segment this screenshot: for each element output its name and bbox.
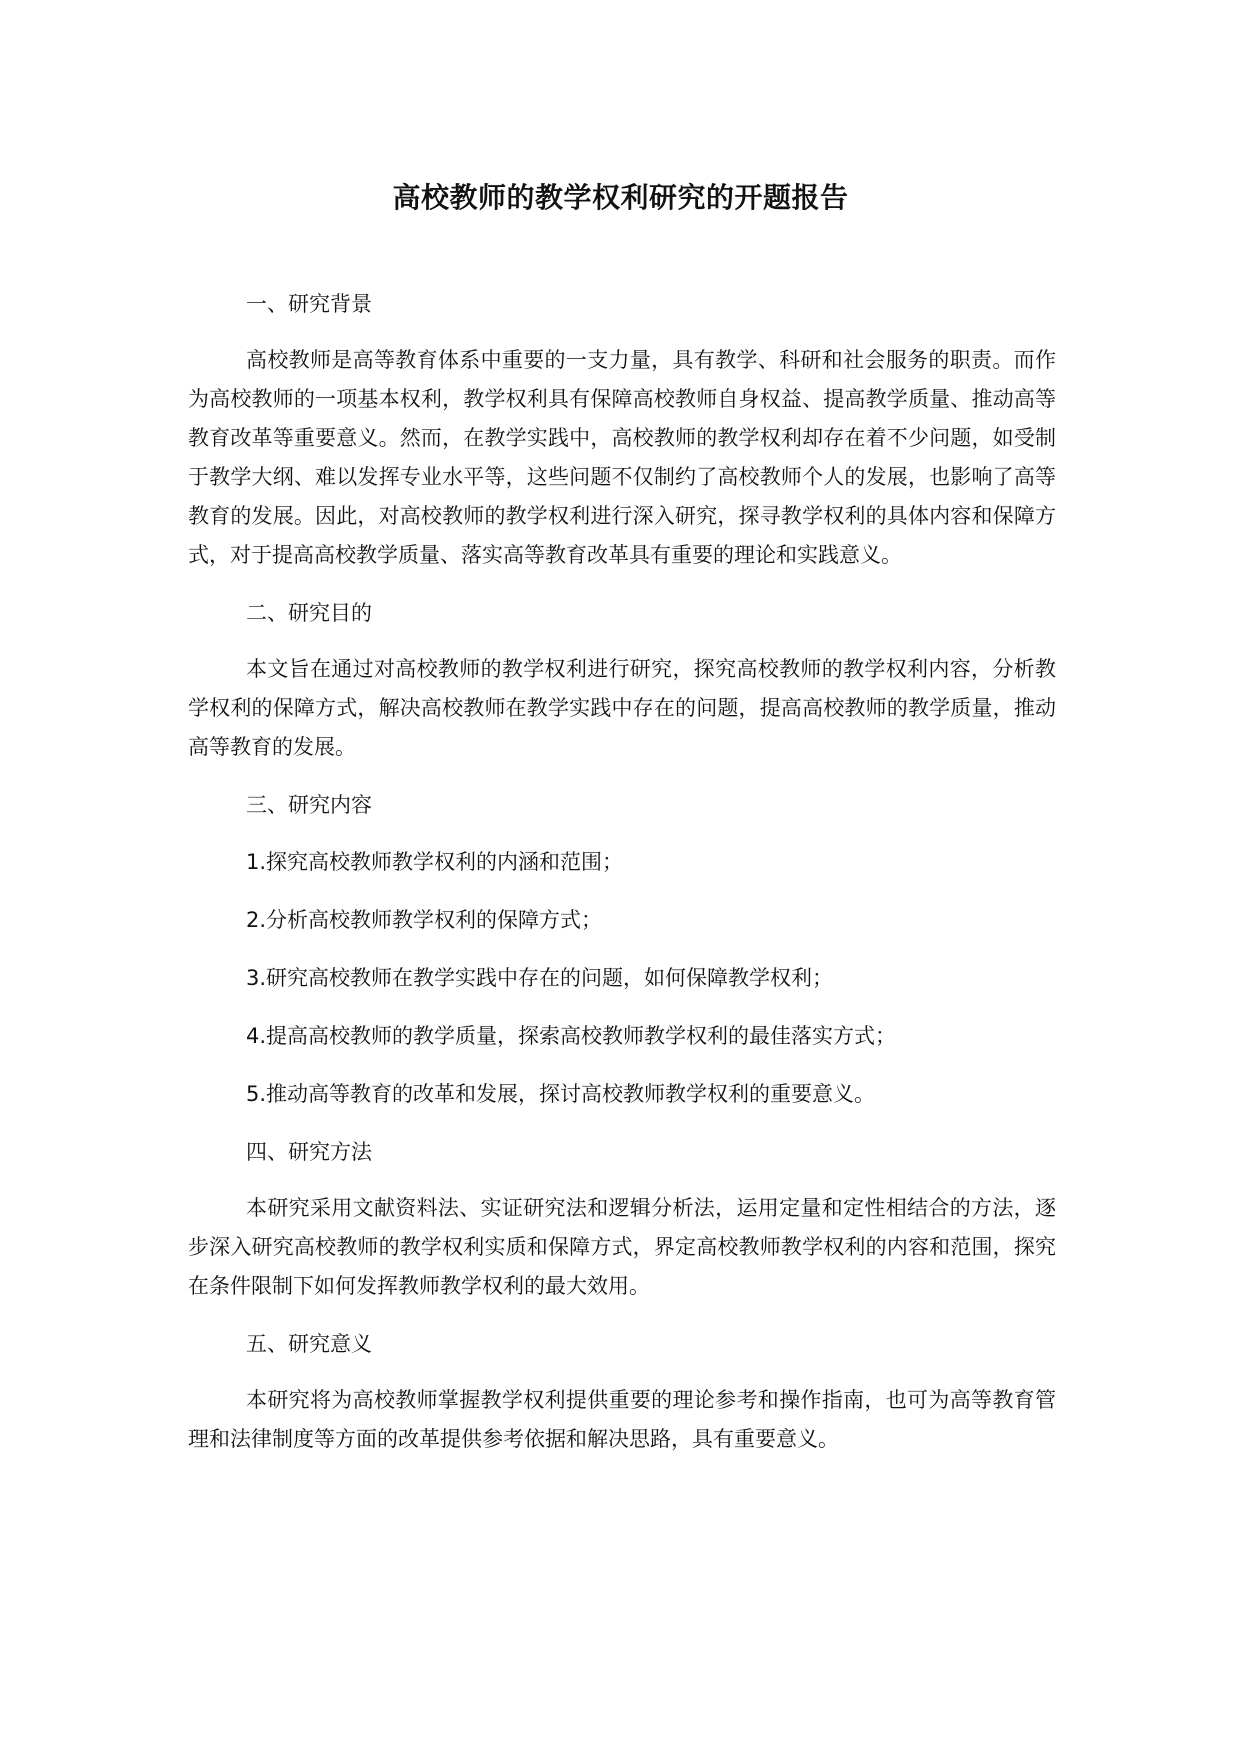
content-list-item: 2.分析高校教师教学权利的保障方式； [246,908,603,932]
document-title: 高校教师的教学权利研究的开题报告 [392,181,849,214]
document-body [188,284,1056,1477]
section-heading-content: 三、研究内容 [246,793,372,817]
content-list-item: 3.研究高校教师在教学实践中存在的问题，如何保障教学权利； [246,966,834,990]
section-heading-purpose: 二、研究目的 [246,601,372,625]
section-paragraph-significance: 本研究将为高校教师掌握教学权利提供重要的理论参考和操作指南，也可为高等教育管理和法律制度等方面的改革提供参考依据和解决思路，具有重要意义。 [188,1388,1056,1451]
section-paragraph-background: 高校教师是高等教育体系中重要的一支力量，具有教学、科研和社会服务的职责。而作为高校教师的一项基本权利，教学权利具有保障高校教师自身权益、提高教学质量、推动高等教育改革等重要意义。然而，在教学实践中，高校教师的教学权利却存在着不少问题，如受制于教学大纲、难以发挥专业水平等，这些问题不仅制约了高校教师个人的发展，也影响了高等教育的发展。因此，对高校教师的教学权利进行深入研究，探寻教学权利的具体内容和保障方式，对于提高高校教学质量、落实高等教育改革具有重要的理论和实践意义。 [188,348,1056,567]
content-list-item: 4.提高高校教师的教学质量，探索高校教师教学权利的最佳落实方式； [246,1024,897,1048]
section-heading-significance: 五、研究意义 [246,1332,372,1356]
section-paragraph-purpose: 本文旨在通过对高校教师的教学权利进行研究，探究高校教师的教学权利内容，分析教学权利的保障方式，解决高校教师在教学实践中存在的问题，提高高校教师的教学质量，推动高等教育的发展。 [188,657,1056,759]
section-paragraph-method: 本研究采用文献资料法、实证研究法和逻辑分析法，运用定量和定性相结合的方法，逐步深入研究高校教师的教学权利实质和保障方式，界定高校教师教学权利的内容和范围，探究在条件限制下如何发挥教师教学权利的最大效用。 [188,1196,1056,1298]
content-list-item: 1.探究高校教师教学权利的内涵和范围； [246,850,624,874]
section-heading-background: 一、研究背景 [246,292,372,316]
content-list-item: 5.推动高等教育的改革和发展，探讨高校教师教学权利的重要意义。 [246,1082,876,1106]
section-heading-method: 四、研究方法 [246,1140,372,1164]
